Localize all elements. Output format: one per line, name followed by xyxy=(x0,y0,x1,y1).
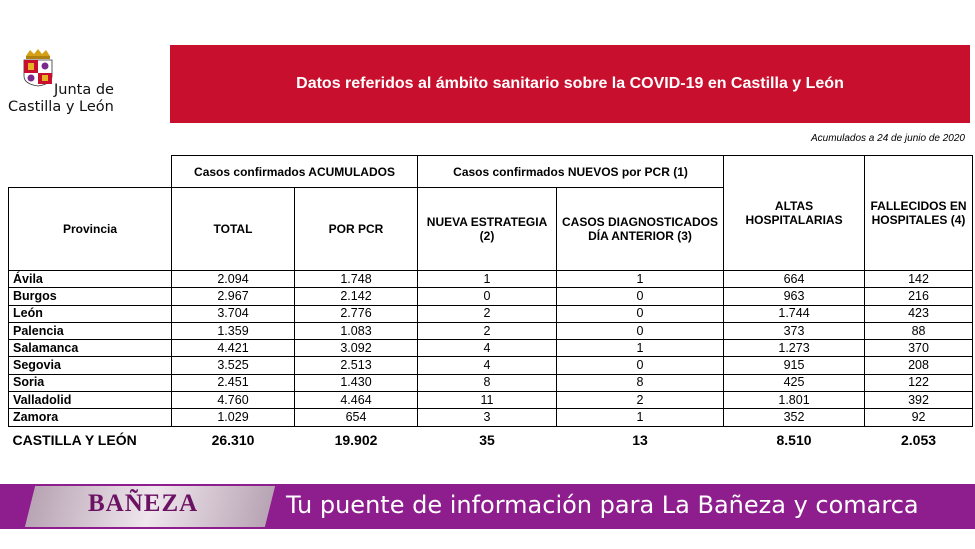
report-date: Acumulados a 24 de junio de 2020 xyxy=(810,133,965,144)
total-cell: 2.053 xyxy=(900,431,937,448)
footer-bar xyxy=(0,484,975,529)
value-cell: 352 xyxy=(724,409,865,426)
value-cell: 1.801 xyxy=(724,392,865,409)
col-header-total: TOTAL xyxy=(172,188,295,271)
value-cell: 654 xyxy=(295,409,418,426)
value-cell: 4.464 xyxy=(295,392,418,409)
value-cell: 3.092 xyxy=(295,340,418,357)
value-cell: 216 xyxy=(865,288,973,305)
covid-table xyxy=(8,155,973,453)
col-header-por-pcr: POR PCR xyxy=(295,188,418,271)
col-header-fallecidos: FALLECIDOS EN HOSPITALES (4) xyxy=(865,156,973,271)
value-cell: 1.430 xyxy=(295,374,418,391)
value-cell: 142 xyxy=(865,271,973,288)
value-cell: 0 xyxy=(557,288,724,305)
table-row xyxy=(9,322,973,339)
value-cell: 2.142 xyxy=(295,288,418,305)
col-header-casos-dia-anterior: CASOS DIAGNOSTICADOS DÍA ANTERIOR (3) xyxy=(557,188,724,271)
province-cell: Palencia xyxy=(9,322,172,339)
table-row xyxy=(9,288,973,305)
value-cell: 0 xyxy=(557,305,724,322)
total-label: CASTILLA Y LEÓN xyxy=(12,431,137,448)
value-cell: 208 xyxy=(865,357,973,374)
value-cell: 1 xyxy=(557,340,724,357)
value-cell: 373 xyxy=(724,322,865,339)
col-header-provincia: Provincia xyxy=(9,188,172,271)
group-header-acumulados: Casos confirmados ACUMULADOS xyxy=(172,156,418,188)
value-cell: 4 xyxy=(418,357,557,374)
value-cell: 4.421 xyxy=(172,340,295,357)
value-cell: 392 xyxy=(865,392,973,409)
empty-header-cell xyxy=(9,156,172,188)
page-title: Datos referidos al ámbito sanitario sobre la COVID-19 en Castilla y León xyxy=(296,75,844,92)
table-row xyxy=(9,357,973,374)
value-cell: 1 xyxy=(557,271,724,288)
value-cell: 0 xyxy=(418,288,557,305)
junta-logo xyxy=(8,48,158,123)
value-cell: 423 xyxy=(865,305,973,322)
value-cell: 2.094 xyxy=(172,271,295,288)
value-cell: 1.273 xyxy=(724,340,865,357)
col-header-altas: ALTAS HOSPITALARIAS xyxy=(724,156,865,271)
value-cell: 3 xyxy=(418,409,557,426)
province-cell: Burgos xyxy=(9,288,172,305)
value-cell: 2 xyxy=(418,322,557,339)
value-cell: 1.748 xyxy=(295,271,418,288)
value-cell: 1 xyxy=(418,271,557,288)
value-cell: 425 xyxy=(724,374,865,391)
logo-line2: Castilla y León xyxy=(8,99,114,115)
value-cell: 88 xyxy=(865,322,973,339)
value-cell: 1.359 xyxy=(172,322,295,339)
group-header-nuevos: Casos confirmados NUEVOS por PCR (1) xyxy=(418,156,724,188)
total-row xyxy=(9,426,973,453)
footer-tagline: Tu puente de información para La Bañeza y comarca xyxy=(286,491,919,519)
value-cell: 2.967 xyxy=(172,288,295,305)
value-cell: 370 xyxy=(865,340,973,357)
value-cell: 2 xyxy=(418,305,557,322)
value-cell: 3.525 xyxy=(172,357,295,374)
total-cell: 35 xyxy=(479,431,495,448)
total-cell: 13 xyxy=(632,431,648,448)
province-cell: Soria xyxy=(9,374,172,391)
province-cell: Zamora xyxy=(9,409,172,426)
total-cell: 8.510 xyxy=(776,431,812,448)
value-cell: 11 xyxy=(418,392,557,409)
value-cell: 915 xyxy=(724,357,865,374)
title-banner xyxy=(170,45,970,123)
group-header-row xyxy=(9,156,973,188)
province-cell: Valladolid xyxy=(9,392,172,409)
value-cell: 0 xyxy=(557,322,724,339)
value-cell: 92 xyxy=(865,409,973,426)
value-cell: 0 xyxy=(557,357,724,374)
value-cell: 4.760 xyxy=(172,392,295,409)
province-cell: Ávila xyxy=(9,271,172,288)
col-header-nueva-estrategia: NUEVA ESTRATEGIA (2) xyxy=(418,188,557,271)
province-cell: Salamanca xyxy=(9,340,172,357)
table-row xyxy=(9,409,973,426)
table-row xyxy=(9,271,973,288)
value-cell: 2.513 xyxy=(295,357,418,374)
value-cell: 2 xyxy=(557,392,724,409)
province-cell: León xyxy=(9,305,172,322)
table-row xyxy=(9,392,973,409)
total-cell: 26.310 xyxy=(211,431,255,448)
value-cell: 8 xyxy=(557,374,724,391)
value-cell: 664 xyxy=(724,271,865,288)
value-cell: 2.451 xyxy=(172,374,295,391)
value-cell: 3.704 xyxy=(172,305,295,322)
table-row xyxy=(9,374,973,391)
province-cell: Segovia xyxy=(9,357,172,374)
labaneza-logo[interactable]: BAÑEZA xyxy=(88,490,199,517)
value-cell: 963 xyxy=(724,288,865,305)
value-cell: 1.744 xyxy=(724,305,865,322)
value-cell: 1.083 xyxy=(295,322,418,339)
value-cell: 1.029 xyxy=(172,409,295,426)
value-cell: 4 xyxy=(418,340,557,357)
logo-line1: Junta de xyxy=(54,82,114,98)
value-cell: 1 xyxy=(557,409,724,426)
total-cell: 19.902 xyxy=(334,431,378,448)
value-cell: 122 xyxy=(865,374,973,391)
value-cell: 8 xyxy=(418,374,557,391)
table-row xyxy=(9,340,973,357)
value-cell: 2.776 xyxy=(295,305,418,322)
table-row xyxy=(9,305,973,322)
